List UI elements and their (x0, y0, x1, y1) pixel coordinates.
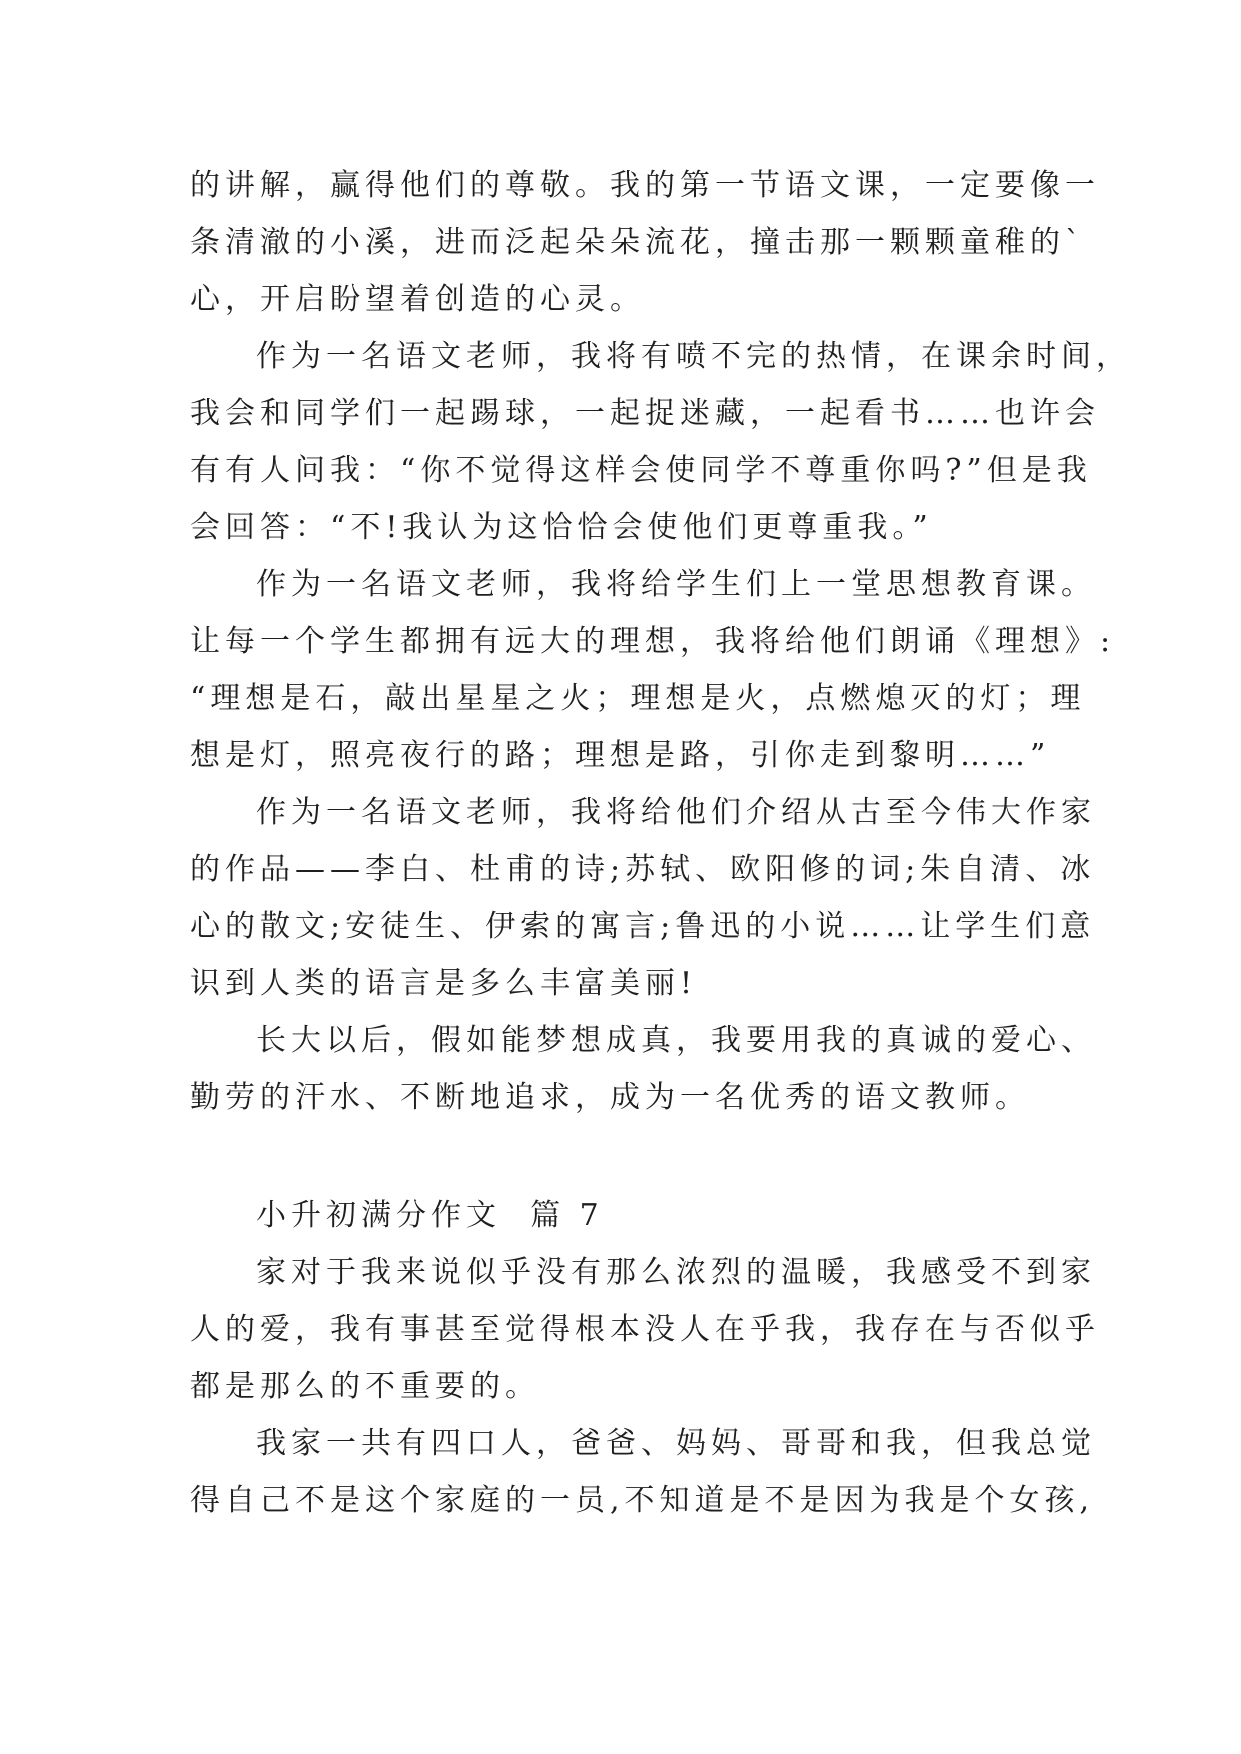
text-line: 有有人问我：“你不觉得这样会使同学不尊重你吗?”但是我 (190, 453, 1092, 488)
text-line: 得自己不是这个家庭的一员,不知道是不是因为我是个女孩, (190, 1483, 1095, 1518)
text-line: 我家一共有四口人，爸爸、妈妈、哥哥和我，但我总觉 (256, 1426, 1096, 1461)
text-line: 会回答：“不!我认为这恰恰会使他们更尊重我。” (190, 510, 933, 545)
text-line: “理想是石，敲出星星之火；理想是火，点燃熄灭的灯；理 (190, 681, 1086, 716)
text-line: 想是灯，照亮夜行的路；理想是路，引你走到黎明……” (190, 738, 1051, 773)
text-line: 让每一个学生都拥有远大的理想，我将给他们朗诵《理想》: (190, 624, 1116, 659)
text-line: 长大以后，假如能梦想成真，我要用我的真诚的爱心、 (256, 1023, 1096, 1058)
text-line: 作为一名语文老师，我将给学生们上一堂思想教育课。 (256, 567, 1096, 602)
text-line: 作为一名语文老师，我将有喷不完的热情，在课余时间， (256, 339, 1131, 374)
text-line: 心，开启盼望着创造的心灵。 (190, 282, 645, 317)
text-line: 家对于我来说似乎没有那么浓烈的温暖，我感受不到家 (256, 1255, 1096, 1290)
text-line: 作为一名语文老师，我将给他们介绍从古至今伟大作家 (256, 795, 1096, 830)
text-line: 条清澈的小溪，进而泛起朵朵流花，撞击那一颗颗童稚的` (190, 225, 1085, 260)
section-heading: 小升初满分作文 篇 7 (256, 1198, 604, 1233)
text-line: 勤劳的汗水、不断地追求，成为一名优秀的语文教师。 (190, 1080, 1030, 1115)
text-line: 的作品——李白、杜甫的诗;苏轼、欧阳修的词;朱自清、冰 (190, 852, 1096, 887)
text-line: 我会和同学们一起踢球，一起捉迷藏，一起看书……也许会 (190, 396, 1100, 431)
text-line: 人的爱，我有事甚至觉得根本没人在乎我，我存在与否似乎 (190, 1312, 1100, 1347)
text-line: 都是那么的不重要的。 (190, 1369, 540, 1404)
text-line: 的讲解，赢得他们的尊敬。我的第一节语文课，一定要像一 (190, 168, 1100, 203)
text-line: 识到人类的语言是多么丰富美丽! (190, 966, 698, 1001)
text-line: 心的散文;安徒生、伊索的寓言;鲁迅的小说……让学生们意 (190, 909, 1096, 944)
